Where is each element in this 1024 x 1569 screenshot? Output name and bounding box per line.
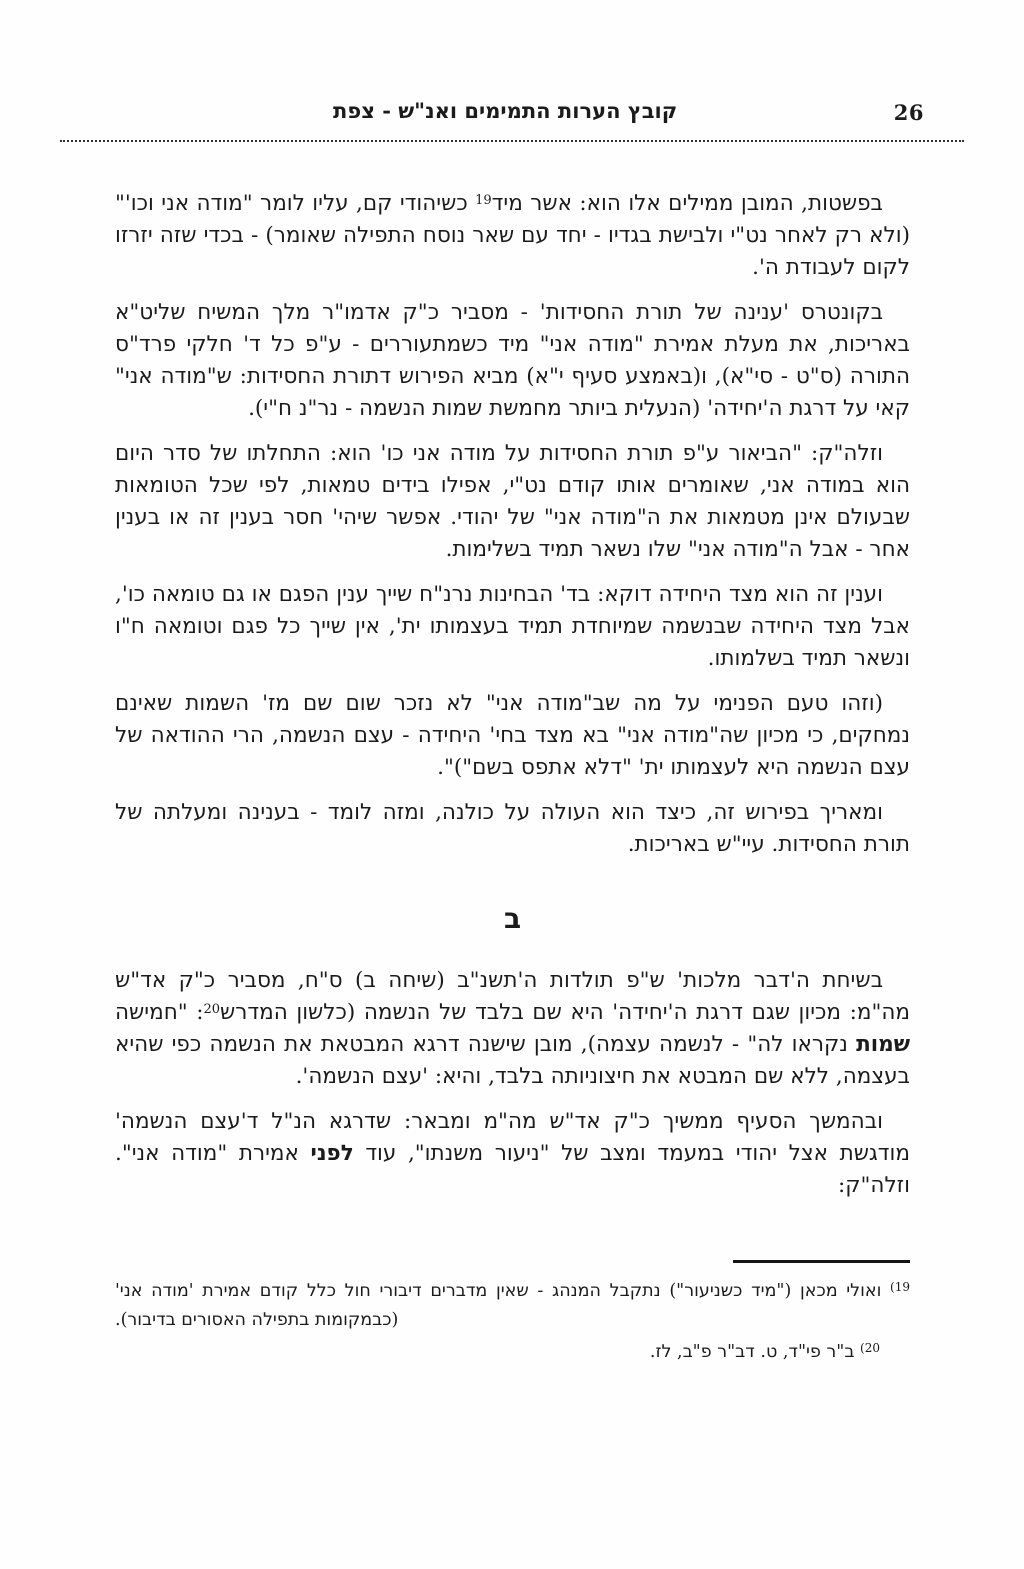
- footnote-item: $^{(19}$ ואולי מכאן ("מיד כשניעור") נתקבל המנהג - שאין מדברים דיבורי חול כלל קודם אמירת 'מודה אני' (כבמקומות בתפילה האסורים בדיבור).: [115, 1280, 910, 1330]
- footnote-ref: (20: [860, 1341, 880, 1355]
- body-content: [115, 188, 910, 1202]
- paragraph: (וזהו טעם הפנימי על מה שב"מודה אני" לא נזכר שום שם מז' השמות שאינם נמחקים, כי מכיון שה"מודה אני" בא מצד בחי' היחידה - עצם הנשמה, הרי ההודאה של עצם הנשמה היא לעצמותו ית' "דלא אתפס בשם")".: [115, 691, 910, 780]
- paragraph: ובהמשך הסעיף ממשיך כ"ק אד"ש מה"מ ומבאר: שדרגא הנ"ל ד'עצם הנשמה' מודגשת אצל יהודי במעמד ומצב של "ניעור משנתו", עוד לפני אמירת "מודה אני". וזלה"ק:: [115, 1109, 910, 1198]
- page-header: [0, 0, 1024, 142]
- paragraph: ומאריך בפירוש זה, כיצד הוא העולה על כולנה, ומזה לומד - בענינה ומעלתה של תורת החסידות. עיי"ש באריכות.: [115, 800, 910, 857]
- footnote-separator: [733, 1260, 910, 1263]
- header-title: קובץ הערות התמימים ואנ"ש - צפת: [333, 98, 678, 123]
- footnote-ref: 20: [203, 1002, 220, 1017]
- header-divider: [60, 140, 964, 142]
- bold-text: לפני: [310, 1141, 354, 1166]
- paragraph: וענין זה הוא מצד היחידה דוקא: בד' הבחינות נרנ"ח שייך ענין הפגם או גם טומאה כו', אבל מצד היחידה שבנשמה שמיוחדת תמיד בעצמותו ית', אין שייך כל פגם וטומאה ח"ו ונשאר תמיד בשלמותו.: [115, 582, 910, 671]
- footnotes-list: [115, 1277, 910, 1367]
- footnotes: [115, 1260, 910, 1367]
- footnote-item: $^{(20}$ ב"ר פי"ד, ט. דב"ר פ"ב, לז.: [649, 1341, 880, 1362]
- page-number: 26: [893, 100, 924, 125]
- bold-text: שמות: [856, 1032, 910, 1057]
- paragraph: בשיחת ה'דבר מלכות' ש"פ תולדות ה'תשנ"ב (שיחה ב) ס"ח, מסביר כ"ק אד"ש מה"מ: מכיון שגם דרגת ה'יחידה' היא שם בלבד של הנשמה (כלשון המדרש$^{20}$: "חמישה שמות נקראו לה" - לנשמה עצמה), מובן שישנה דרגא המבטאת את הנשמה כפי שהיא בעצמה, ללא שם המבטא את חיצוניותה בלבד, והיא: 'עצם הנשמה'.: [115, 968, 910, 1089]
- footnote-ref: (19: [890, 1280, 910, 1294]
- paragraph: וזלה"ק: "הביאור ע"פ תורת החסידות על מודה אני כו' הוא: התחלתו של סדר היום הוא במודה אני, שאומרים אותו קודם נט"י, אפילו בידים טמאות, לפי שכל הטומאות שבעולם אינן מטמאות את ה"מודה אני" של יהודי. אפשר שיהי' חסר בענין זה או בענין אחר - אבל ה"מודה אני" שלו נשאר תמיד בשלימות.: [115, 441, 910, 562]
- paragraph: בפשטות, המובן ממילים אלו הוא: אשר מיד$^{19}$ כשיהודי קם, עליו לומר "מודה אני וכו'" (ולא רק לאחר נט"י ולבישת בגדיו - יחד עם שאר נוסח התפילה שאומר) - בכדי שזה יזרזו לקום לעבודת ה'.: [115, 191, 910, 280]
- paragraph: בקונטרס 'ענינה של תורת החסידות' - מסביר כ"ק אדמו"ר מלך המשיח שליט"א באריכות, את מעלת אמירת "מודה אני" מיד כשמתעוררים - ע"פ כל ד' חלקי פרד"ס התורה (ס"ט - סי"א), ו(באמצע סעיף י"א) מביא הפירוש דתורת החסידות: ש"מודה אני" קאי על דרגת ה'יחידה' (הנעלית ביותר מחמשת שמות הנשמה - נר"נ ח"י).: [115, 300, 910, 421]
- section-heading: ב: [503, 902, 522, 935]
- footnote-ref: 19: [475, 193, 492, 208]
- header-row: [0, 98, 1024, 134]
